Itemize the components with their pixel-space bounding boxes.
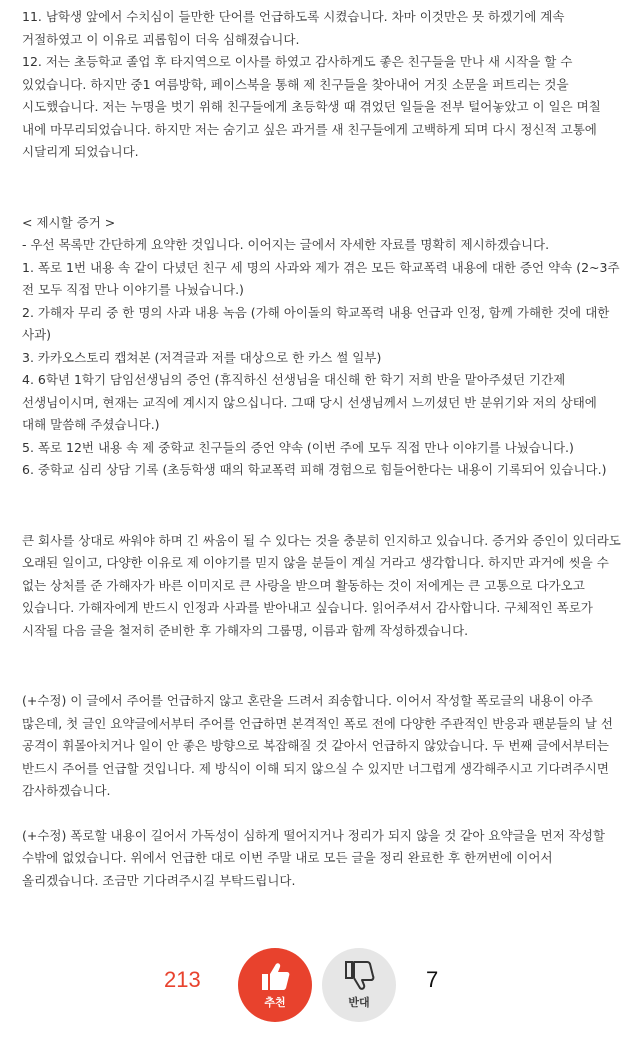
edit-note: (+수정) 이 글에서 주어를 언급하지 않고 혼란을 드려서 죄송합니다. 이어서 작성할 폭로글의 내용이 아주 많은데, 첫 글인 요약글에서부터 주어를 언급하면 본격적인 폭로 전에 다양한 주관적인 반응과 팬분들의 날 선 공격이 휘몰아치거나 일이 안 좋은 방향으로 복잡해질 것 같아서 언급하지 않았습니다. 두 번째 글에서부터는 반드시 주어를 언급할 것입니다. 제 방식이 이해 되지 않으실 수 있지만 너그럽게 생각해주시고 기다려주시면 감사하겠습니다. — [22, 693, 613, 798]
evidence-item: 3. 카카오스토리 캡쳐본 (저격글과 저를 대상으로 한 카스 썰 일부) — [22, 349, 382, 365]
evidence-heading: < 제시할 증거 > — [22, 214, 116, 230]
evidence-item: 2. 가해자 무리 중 한 명의 사과 내용 녹음 (가해 아이돌의 학교폭력 내용 언급과 인정, 함께 가해한 것에 대한 사과) — [22, 304, 610, 342]
evidence-item: 6. 중학교 심리 상담 기록 (초등학생 때의 학교폭력 피해 경험으로 힘들어한다는 내용이 기록되어 있습니다.) — [22, 462, 607, 477]
upvote-label: 추천 — [264, 996, 286, 1009]
thumbs-up-icon — [258, 960, 292, 992]
article-body — [22, 6, 622, 892]
downvote-label: 반대 — [348, 996, 370, 1009]
upvote-count: 213 — [164, 967, 201, 992]
closing-paragraph: 큰 회사를 상대로 싸워야 하며 긴 싸움이 될 수 있다는 것을 충분히 인지하고 있습니다. 증거와 증인이 있더라도 오래된 일이고, 다양한 이유로 제 이야기를 믿지 않을 분들이 계실 거라고 생각합니다. 하지만 과거에 씻을 수 없는 상처를 준 가해자가 바른 이미지로 큰 사랑을 받으며 활동하는 것이 저에게는 큰 고통으로 다가오고 있습니다. 가해자에게 반드시 인정과 사과를 받아내고 싶습니다. 읽어주셔서 감사합니다. 구체적인 폭로가 시작될 다음 글을 철저히 준비한 후 가해자의 그룹명, 이름과 함께 작성하겠습니다. — [22, 532, 621, 638]
article-paragraph: 11. 남학생 앞에서 수치심이 들만한 단어를 언급하도록 시켰습니다. 차마 이것만은 못 하겠기에 계속 거절하였고 이 이유로 괴롭힘이 더욱 심해졌습니다. — [22, 9, 565, 47]
evidence-item: - 우선 목록만 간단하게 요약한 것입니다. 이어지는 글에서 자세한 자료를 명확히 제시하겠습니다. — [22, 237, 550, 252]
evidence-item: 4. 6학년 1학기 담임선생님의 증언 (휴직하신 선생님을 대신해 한 학기 저희 반을 맡아주셨던 기간제 선생님이시며, 현재는 교직에 계시지 않으십니다. 그때 당시 선생님께서 느끼셨던 반 분위기와 저의 상태에 대해 말씀해 주셨습니다.) — [22, 372, 597, 432]
downvote-button[interactable] — [322, 948, 396, 1022]
thumbs-down-icon — [342, 960, 376, 992]
article-paragraph: 12. 저는 초등학교 졸업 후 타지역으로 이사를 하였고 감사하게도 좋은 친구들을 만나 새 시작을 할 수 있었습니다. 하지만 중1 여름방학, 페이스북을 통해 제 친구들을 찾아내어 거짓 소문을 퍼트리는 것을 시도했습니다. 저는 누명을 벗기 위해 친구들에게 초등학생 때 겪었던 일들을 전부 털어놓았고 이 일은 며칠 내에 마무리되었습니다. 하지만 저는 숨기고 싶은 과거를 새 친구들에게 고백하게 되며 다시 정신적 고통에 시달리게 되었습니다. — [22, 54, 601, 159]
edit-note: (+수정) 폭로할 내용이 길어서 가독성이 심하게 떨어지거나 정리가 되지 않을 것 같아 요약글을 먼저 작성할 수밖에 없었습니다. 위에서 언급한 대로 이번 주말 내로 모든 글을 정리 완료한 후 한꺼번에 이어서 올리겠습니다. 조금만 기다려주시길 부탁드립니다. — [22, 827, 606, 888]
evidence-item: 1. 폭로 1번 내용 속 같이 다녔던 친구 세 명의 사과와 제가 겪은 모든 학교폭력 내용에 대한 증언 약속 (2~3주 전 모두 직접 만나 이야기를 나눴습니다.) — [22, 259, 620, 297]
evidence-item: 5. 폭로 12번 내용 속 제 중학교 친구들의 증언 약속 (이번 주에 모두 직접 만나 이야기를 나눴습니다.) — [22, 439, 574, 455]
upvote-button[interactable] — [238, 948, 312, 1022]
vote-bar — [0, 945, 640, 1025]
downvote-count: 7 — [426, 967, 439, 992]
